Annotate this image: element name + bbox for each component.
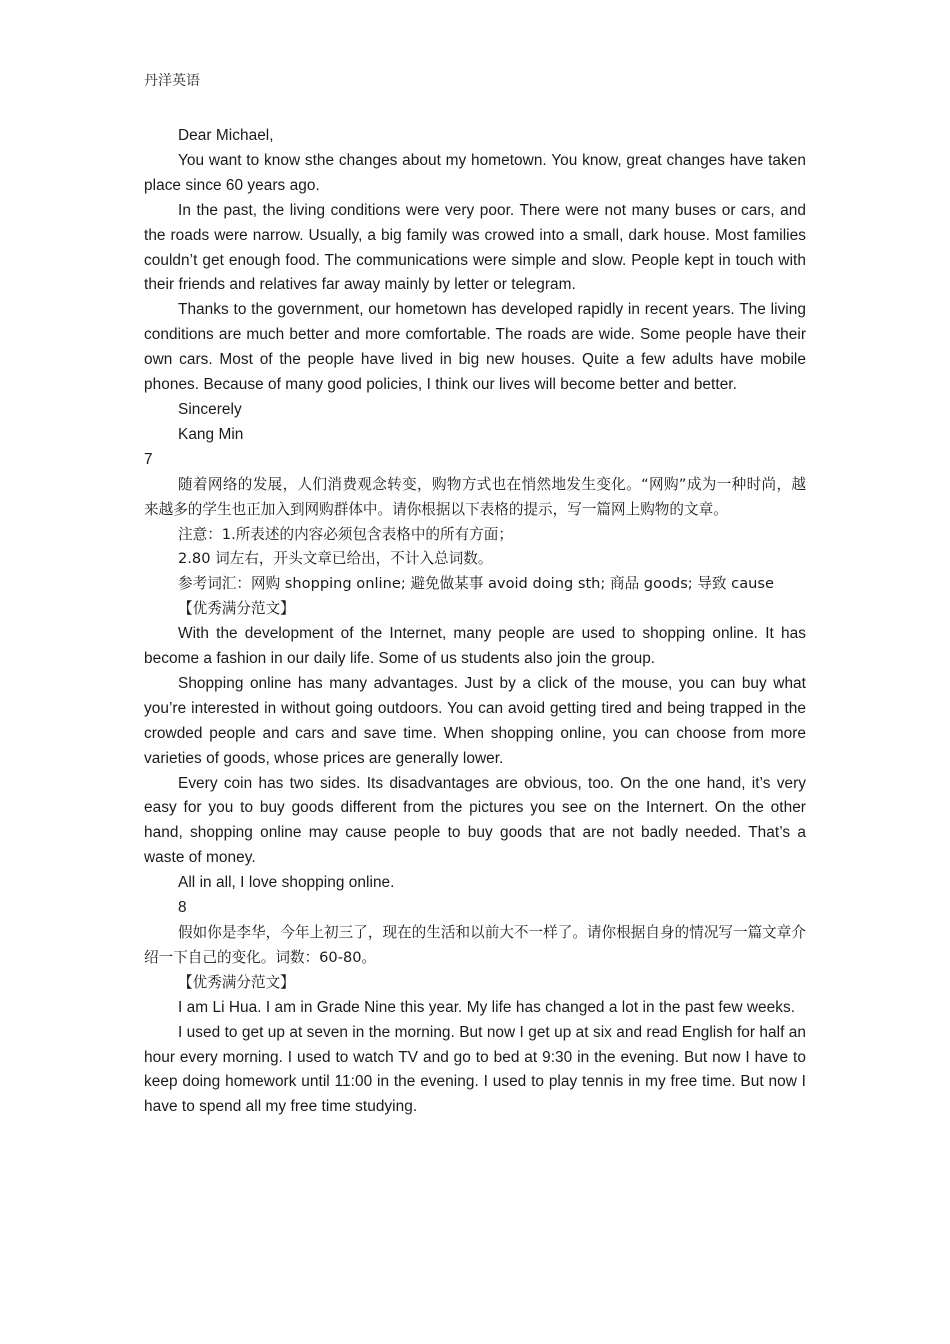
letter-signature: Kang Min — [178, 425, 244, 443]
essay-paragraph: I am Li Hua. I am in Grade Nine this year. My life has changed a lot in the past few weeks. — [178, 998, 796, 1016]
section-prompt: 随着网络的发展，人们消费观念转变，购物方式也在悄然地发生变化。“网购”成为一种时尚，越来越多的学生也正加入到网购群体中。请你根据以下表格的提示，写一篇网上购物的文章。 — [144, 475, 806, 518]
essay-paragraph: With the development of the Internet, many people are used to shopping online. It has become a fashion in our daily life. Some of us students also join the group. — [144, 625, 806, 668]
model-essay-label: 【优秀满分范文】 — [178, 973, 295, 991]
letter-greeting: Dear Michael, — [178, 127, 274, 144]
section-number: 7 — [144, 450, 153, 468]
section-number: 8 — [178, 899, 187, 917]
page-header: 丹洋英语 — [144, 73, 200, 89]
essay-paragraph: I used to get up at seven in the morning. But now I get up at six and read English for half an hour every morning. I used to watch TV and go to bed at 9:30 in the evening. But now I have to keep doing homework until 11:00 in the evening. I used to play tennis in my free time. But now I have to spend all my free time studying. — [144, 1023, 806, 1116]
letter-paragraph: Thanks to the government, our hometown has developed rapidly in recent years. The living conditions are much better and more comfortable. The roads are wide. Some people have their own cars. Most of the people have lived in big new houses. Quite a few adults have mobile phones. Because of many good policies, I think our lives will become better and better. — [144, 301, 806, 394]
section-note: 注意：1.所表述的内容必须包含表格中的所有方面； — [178, 525, 513, 543]
letter-closing: Sincerely — [178, 400, 242, 418]
section-vocab: 参考词汇：网购 shopping online; 避免做某事 avoid doing sth; 商品 goods; 导致 cause — [178, 575, 774, 593]
letter-paragraph: You want to know sthe changes about my hometown. You know, great changes have taken place since 60 years ago. — [144, 151, 806, 194]
letter-paragraph: In the past, the living conditions were very poor. There were not many buses or cars, and the roads were narrow. Usually, a big family was crowed into a small, dark house. Most families couldn’t get enough food. The communications were simple and slow. People kept in touch with their friends and relatives far away mainly by letter or telegram. — [144, 201, 806, 294]
document-body — [144, 124, 806, 1120]
essay-paragraph: Shopping online has many advantages. Just by a click of the mouse, you can buy what you’re interested in without going outdoors. You can avoid getting tired and being trapped in the crowded people and cars and save time. When shopping online, you can choose from more varieties of goods, whose prices are generally lower. — [144, 674, 806, 767]
essay-paragraph: Every coin has two sides. Its disadvantages are obvious, too. On the one hand, it’s very easy for you to buy goods different from the pictures you see on the Internert. On the other hand, shopping online may cause people to buy goods that are not badly needed. That’s a waste of money. — [144, 774, 806, 867]
section-note: 2.80 词左右，开头文章已给出，不计入总词数。 — [178, 550, 493, 568]
section-prompt: 假如你是李华，今年上初三了，现在的生活和以前大不一样了。请你根据自身的情况写一篇文章介绍一下自己的变化。词数：60-80。 — [144, 924, 806, 966]
model-essay-label: 【优秀满分范文】 — [178, 600, 295, 618]
essay-paragraph: All in all, I love shopping online. — [178, 874, 395, 892]
